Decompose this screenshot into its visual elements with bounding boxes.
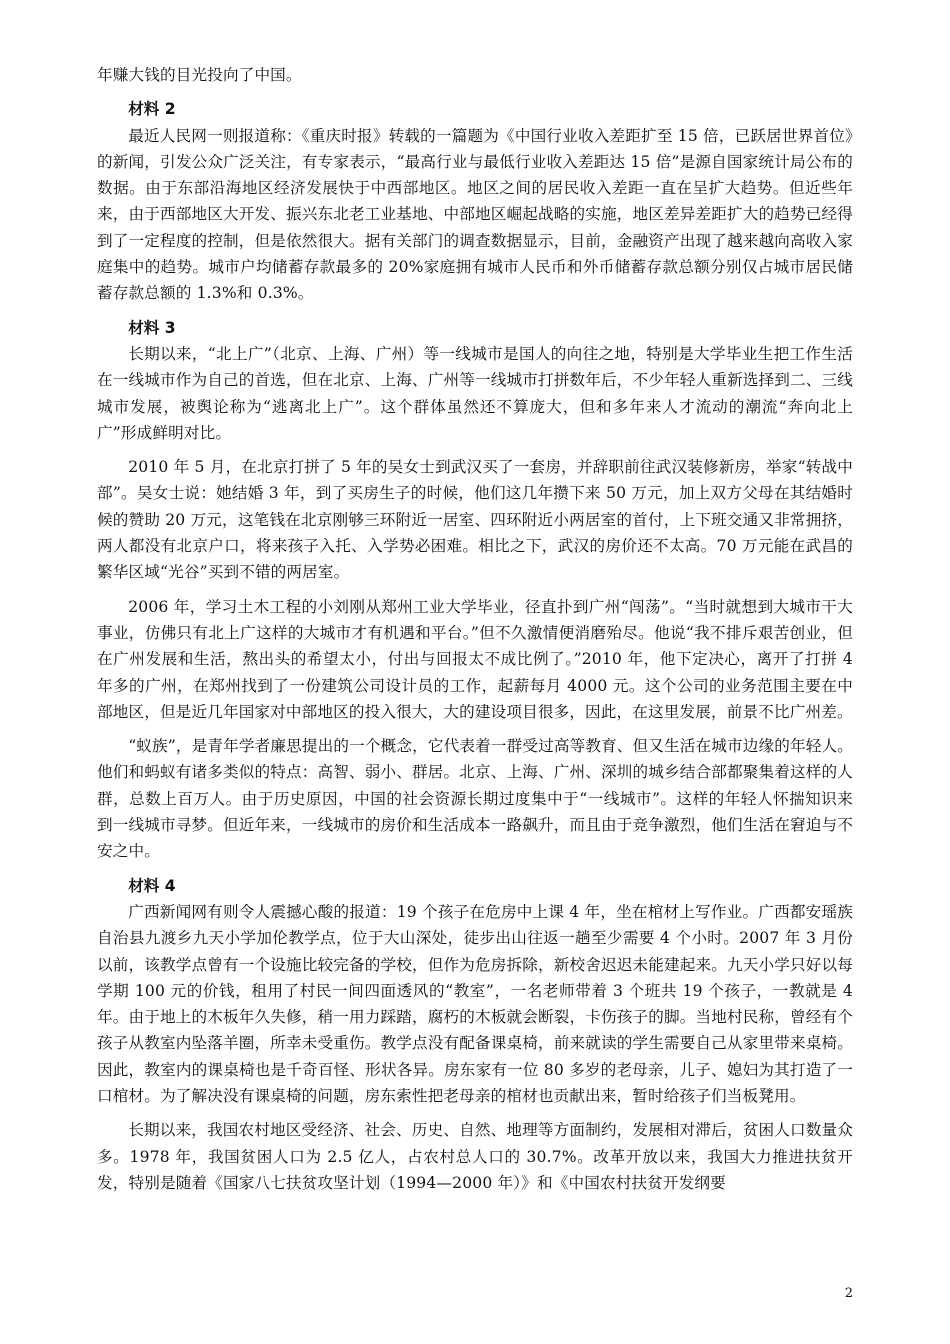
paragraph-income-gap: 最近人民网一则报道称：《重庆时报》转载的一篇题为《中国行业收入差距扩至 15 倍，已跃居世界首位》的新闻，引发公众广泛关注，有专家表示，“最高行业与最低行业收入差距达 15 倍”是源自国家统计局公布的数据。由于东部沿海地区经济发展快于中西部地区。地区之间的居民收入差距一直在呈扩大趋势。但近些年来，由于西部地区大开发、振兴东北老工业基地、中部地区崛起战略的实施，地区差异差距扩大的趋势已经得到了一定程度的控制，但是依然很大。据有关部门的调查数据显示，目前，金融资产出现了越来越向高收入家庭集中的趋势。城市户均储蓄存款最多的 20%家庭拥有城市人民币和外币储蓄存款总额分别仅占城市居民储蓄存款总额的 1.3%和 0.3%。	[97, 126, 853, 303]
page-number: 2	[844, 1286, 853, 1301]
document-page	[97, 62, 853, 1196]
section-heading-material-3: 材料 3	[128, 318, 176, 337]
paragraph-escape-beishangguang: 长期以来，“北上广”（北京、上海、广州）等一线城市是国人的向往之地，特别是大学毕业生把工作生活在一线城市作为自己的首选，但在北京、上海、广州等一线城市打拼数年后，不少年轻人重新选择到二、三线城市发展，被舆论称为“逃离北上广”。这个群体虽然还不算庞大，但和多年来人才流动的潮流“奔向北上广”形成鲜明对比。	[97, 344, 853, 442]
paragraph-xiao-liu-story: 2006 年，学习土木工程的小刘刚从郑州工业大学毕业，径直扑到广州“闯荡”。“当时就想到大城市干大事业，仿佛只有北上广这样的大城市才有机遇和平台。”但不久激情便消磨殆尽。他说“我不排斥艰苦创业，但在广州发展和生活，熬出头的希望太小，付出与回报太不成比例了。”2010 年，他下定决心，离开了打拼 4 年多的广州，在郑州找到了一份建筑公司设计员的工作，起薪每月 4000 元。这个公司的业务范围主要在中部地区，但是近几年国家对中部地区的投入很大，大的建设项目很多，因此，在这里发展，前景不比广州差。	[97, 597, 853, 721]
paragraph-continuation: 年赚大钱的目光投向了中国。	[97, 66, 302, 84]
paragraph-ant-tribe: “蚁族”，是青年学者廉思提出的一个概念，它代表着一群受过高等教育、但又生活在城市边缘的年轻人。他们和蚂蚁有诸多类似的特点：高智、弱小、群居。北京、上海、广州、深圳的城乡结合部都聚集着这样的人群，总数上百万人。由于历史原因，中国的社会资源长期过度集中于“一线城市”。这样的年轻人怀揣知识来到一线城市寻梦。但近年来，一线城市的房价和生活成本一路飙升，而且由于竞争激烈，他们生活在窘迫与不安之中。	[97, 737, 853, 861]
section-heading-material-4: 材料 4	[128, 876, 176, 895]
section-heading-material-2: 材料 2	[128, 100, 176, 119]
paragraph-guangxi-school: 广西新闻网有则令人震撼心酸的报道：19 个孩子在危房中上课 4 年，坐在棺材上写作业。广西都安瑶族自治县九渡乡九天小学加伦教学点，位于大山深处，徒步出山往返一趟至少需要 4 个小时。2007 年 3 月份以前，该教学点曾有一个设施比较完备的学校，但作为危房拆除，新校舍迟迟未能建起来。九天小学只好以每学期 100 元的价钱，租用了村民一间四面透风的“教室”，一名老师带着 3 个班共 19 个孩子，一教就是 4 年。由于地上的木板年久失修，稍一用力踩踏，腐朽的木板就会断裂，卡伤孩子的脚。当地村民称，曾经有个孩子从教室内坠落羊圈，所幸未受重伤。教学点没有配备课桌椅，前来就读的学生需要自己从家里带来桌椅。因此，教室内的课桌椅也是千奇百怪、形状各异。房东家有一位 80 多岁的老母亲，儿子、媳妇为其打造了一口棺材。为了解决没有课桌椅的问题，房东索性把老母亲的棺材也贡献出来，暂时给孩子们当板凳用。	[97, 902, 853, 1105]
paragraph-rural-poverty: 长期以来，我国农村地区受经济、社会、历史、自然、地理等方面制约，发展相对滞后，贫困人口数量众多。1978 年，我国贫困人口为 2.5 亿人，占农村总人口的 30.7%。改革开放以来，我国大力推进扶贫开发，特别是随着《国家八七扶贫攻坚计划（1994—2000 年）》和《中国农村扶贫开发纲要	[97, 1121, 853, 1192]
paragraph-ms-wu-story: 2010 年 5 月，在北京打拼了 5 年的吴女士到武汉买了一套房，并辞职前往武汉装修新房，举家“转战中部”。吴女士说：她结婚 3 年，到了买房生子的时候，他们这几年攒下来 50 万元，加上双方父母在其结婚时候的赞助 20 万元，这笔钱在北京刚够三环附近一居室、四环附近小两居室的首付，上下班交通又非常拥挤，两人都没有北京户口，将来孩子入托、入学势必困难。相比之下，武汉的房价还不太高。70 万元能在武昌的繁华区域“光谷”买到不错的两居室。	[97, 458, 853, 582]
